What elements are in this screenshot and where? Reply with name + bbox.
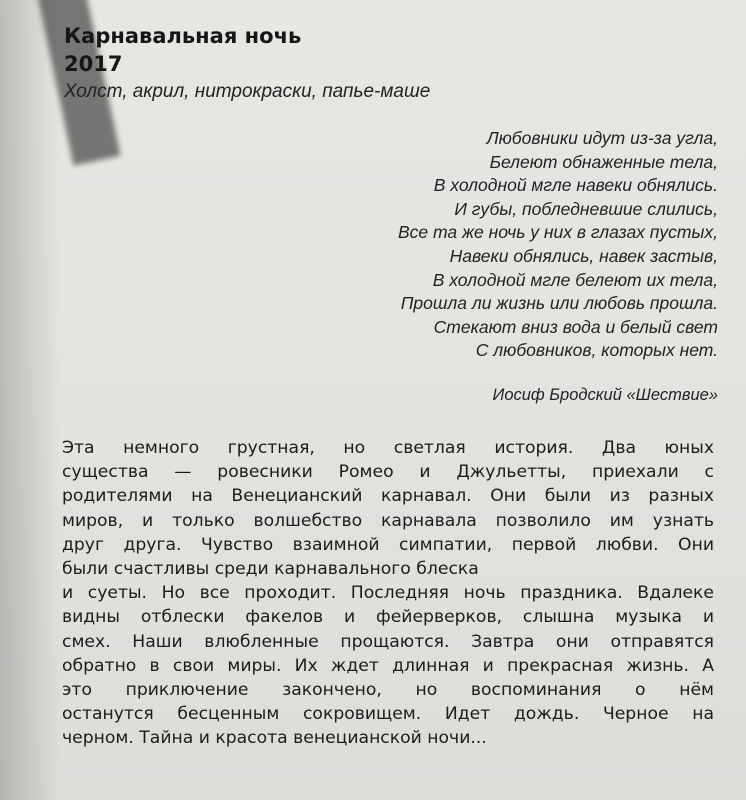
description-line: друг друга. Чувство взаимной симпатии, первой любви. Они (62, 534, 714, 555)
poem-quote (198, 127, 718, 363)
description-line: и суеты. Но все проходит. Последняя ночь праздника. Вдалеке (62, 583, 714, 604)
poem-line: Навеки обнялись, навек застыв, (449, 245, 718, 266)
poem-line: Прошла ли жизнь или любовь прошла. (400, 293, 718, 314)
poem-line: В холодной мгле навеки обнялись. (433, 175, 718, 196)
artwork-title: Карнавальная ночь (64, 24, 302, 48)
description-line: родителями на Венецианский карнавал. Они были из разных (62, 486, 714, 507)
description-line: обратно в свои миры. Их ждет длинная и прекрасная жизнь. А (62, 655, 714, 676)
left-edge-shadow (0, 0, 60, 800)
poem-line: Все та же ночь у них в глазах пустых, (397, 222, 718, 243)
poem-line: В холодной мгле белеют их тела, (432, 269, 718, 290)
description-line: существа — ровесники Ромео и Джульетты, приехали с (62, 462, 714, 483)
artwork-materials: Холст, акрил, нитрокраски, папье-маше (64, 81, 431, 102)
description-line: черном. Тайна и красота венецианской ночи... (62, 728, 487, 749)
poem-line: С любовников, которых нет. (475, 340, 718, 361)
poem-line: Белеют обнаженные тела, (489, 151, 718, 172)
placard-header (64, 22, 430, 104)
description-line: это приключение закончено, но воспоминания о нём (62, 680, 714, 701)
poem-line: Стекают вниз вода и белый свет (433, 316, 718, 337)
artwork-description (62, 436, 714, 751)
description-line: останутся бесценным сокровищем. Идет дождь. Черное на (62, 704, 714, 725)
description-line: были счастливы среди карнавального блеска (62, 559, 479, 580)
poem-line: И губы, побледневшие слились, (454, 198, 718, 219)
poem-line: Любовники идут из-за угла, (486, 128, 718, 148)
description-line: миров, и только волшебство карнавала позволило им узнать (62, 510, 714, 531)
description-line: Эта немного грустная, но светлая история. Два юных (62, 438, 714, 458)
poem-attribution: Иосиф Бродский «Шествие» (492, 386, 718, 404)
description-line: смех. Наши влюбленные прощаются. Завтра они отправятся (62, 631, 714, 652)
description-line: видны отблески факелов и фейерверков, слышна музыка и (62, 607, 714, 628)
artwork-year: 2017 (64, 52, 123, 76)
